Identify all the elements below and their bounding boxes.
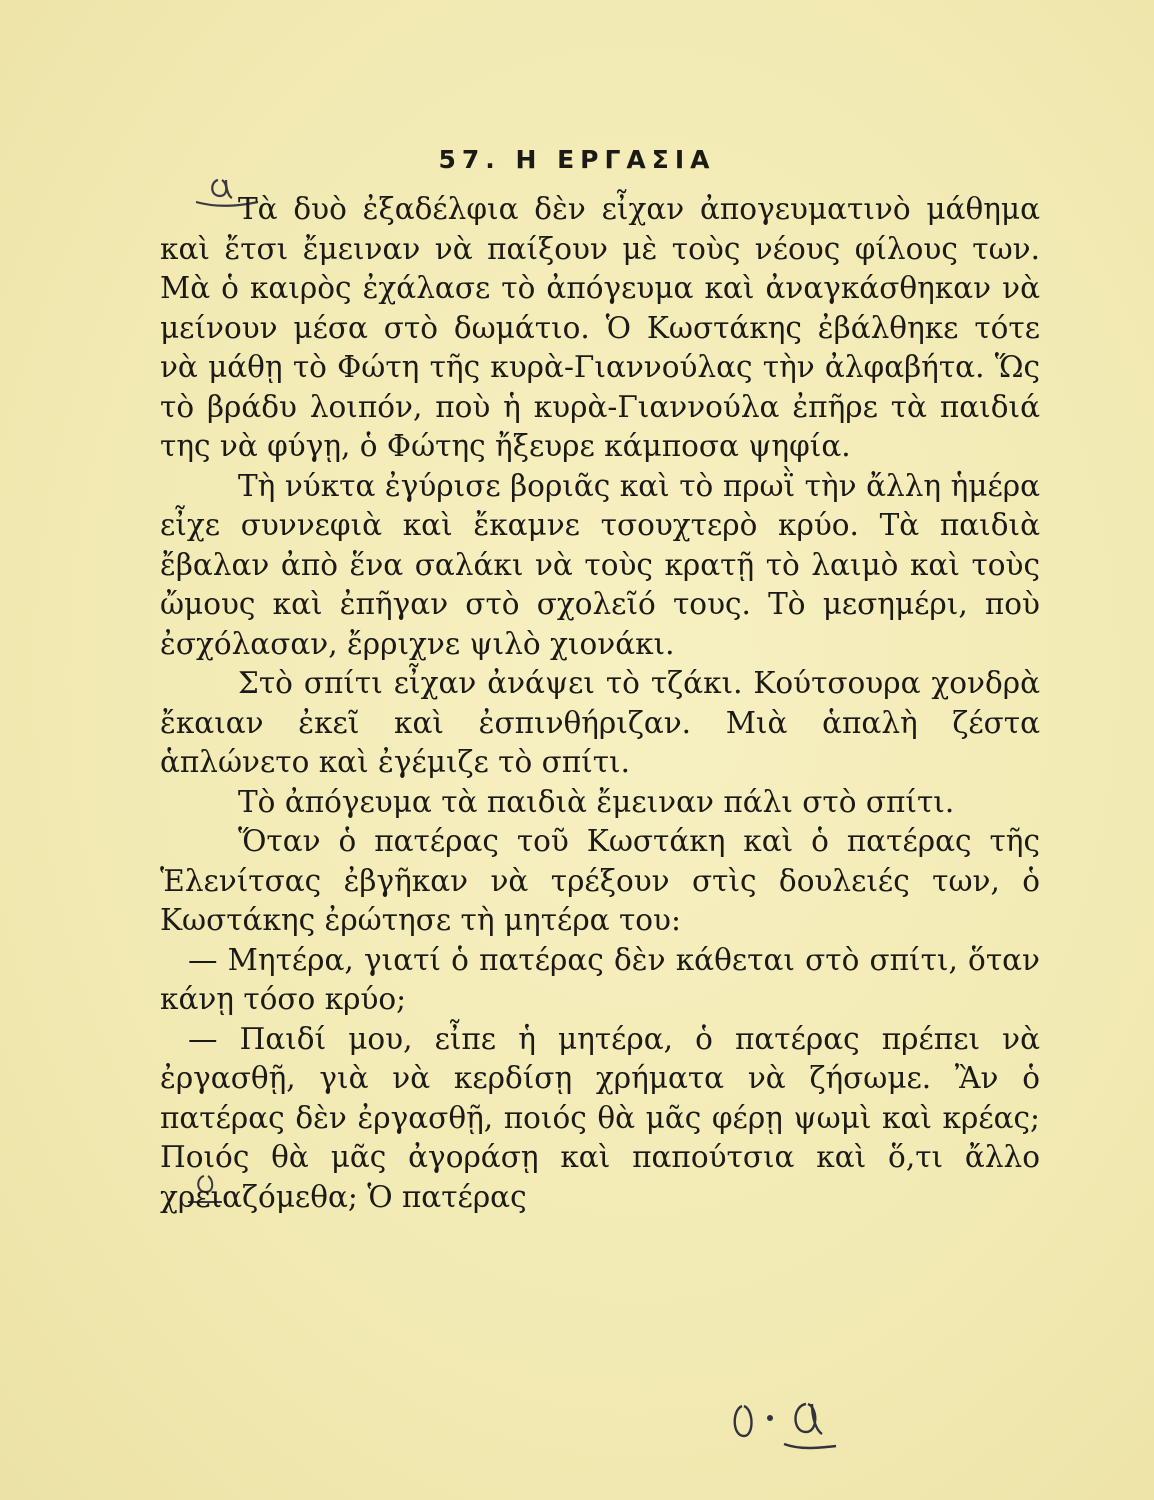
body-text <box>160 190 1040 1217</box>
paragraph-5: Ὅταν ὁ πατέρας τοῦ Κωστάκη καὶ ὁ πατέρας τῆς Ἑλενίτσας ἐβγῆκαν νὰ τρέξουν στὶς δουλειές των, ὁ Κωστάκης ἐρώτησε τὴ μητέρα του: <box>160 824 1040 937</box>
dialogue-line-1: — Μητέρα, γιατί ὁ πατέρας δὲν κάθεται στὸ σπίτι, ὅταν κάνῃ τόσο κρύο; <box>160 942 1040 1016</box>
dialogue-line-2: — Παιδί μου, εἶπε ἡ μητέρα, ὁ πατέρας πρέπει νὰ ἐργασθῇ, γιὰ νὰ κερδίσῃ χρήματα νὰ ζήσωμε. Ἂν ὁ πατέρας δὲν ἐργασθῇ, ποιός θὰ μᾶς φέρῃ ψωμὶ καὶ κρέας; Ποιός θὰ μᾶς ἀγοράσῃ καὶ παπούτσια καὶ ὅ,τι ἄλλο χρειαζόμεθα; Ὁ πατέρας <box>160 1021 1040 1214</box>
handwritten-mark-bottom <box>722 1392 842 1462</box>
paragraph-4: Τὸ ἀπόγευμα τὰ παιδιὰ ἔμειναν πάλι στὸ σπίτι. <box>238 784 955 819</box>
paragraph-2: Τὴ νύκτα ἐγύρισε βοριᾶς καὶ τὸ πρωῒ τὴν ἄλλη ἡμέρα εἶχε συννεφιὰ καὶ ἔκαμνε τσουχτερὸ κρύο. Τὰ παιδιὰ ἔβαλαν ἀπὸ ἕνα σαλάκι νὰ τοὺς κρατῇ τὸ λαιμὸ καὶ τοὺς ὤμους καὶ ἐπῆγαν στὸ σχολεῖό τους. Τὸ μεσημέρι, ποὺ ἐσχόλασαν, ἔρριχνε ψιλὸ χιονάκι. <box>160 468 1040 661</box>
paragraph-1: Τὰ δυὸ ἐξαδέλφια δὲν εἶχαν ἀπογευματινὸ μάθημα καὶ ἔτσι ἔμειναν νὰ παίξουν μὲ τοὺς νέους φίλους των. Μὰ ὁ καιρὸς ἐχάλασε τὸ ἀπόγευμα καὶ ἀναγκάσθηκαν νὰ μείνουν μέσα στὸ δωμάτιο. Ὁ Κωστάκης ἐβάλθηκε τότε νὰ μάθῃ τὸ Φώτη τῆς κυρὰ-Γιαννούλας τὴν ἀλφαβήτα. Ὥς τὸ βράδυ λοιπόν, ποὺ ἡ κυρὰ-Γιαννούλα ἐπῆρε τὰ παιδιά της νὰ φύγῃ, ὁ Φώτης ἤξευρε κάμποσα ψηφία. <box>160 192 1040 463</box>
paragraph-3: Στὸ σπίτι εἶχαν ἀνάψει τὸ τζάκι. Κούτσουρα χονδρὰ ἔκαιαν ἐκεῖ καὶ ἐσπινθήριζαν. Μιὰ ἁπαλὴ ζέστα ἁπλώνετο καὶ ἐγέμιζε τὸ σπίτι. <box>160 666 1040 779</box>
page-title: 57. Η ΕΡΓΑΣΙΑ <box>438 144 716 174</box>
